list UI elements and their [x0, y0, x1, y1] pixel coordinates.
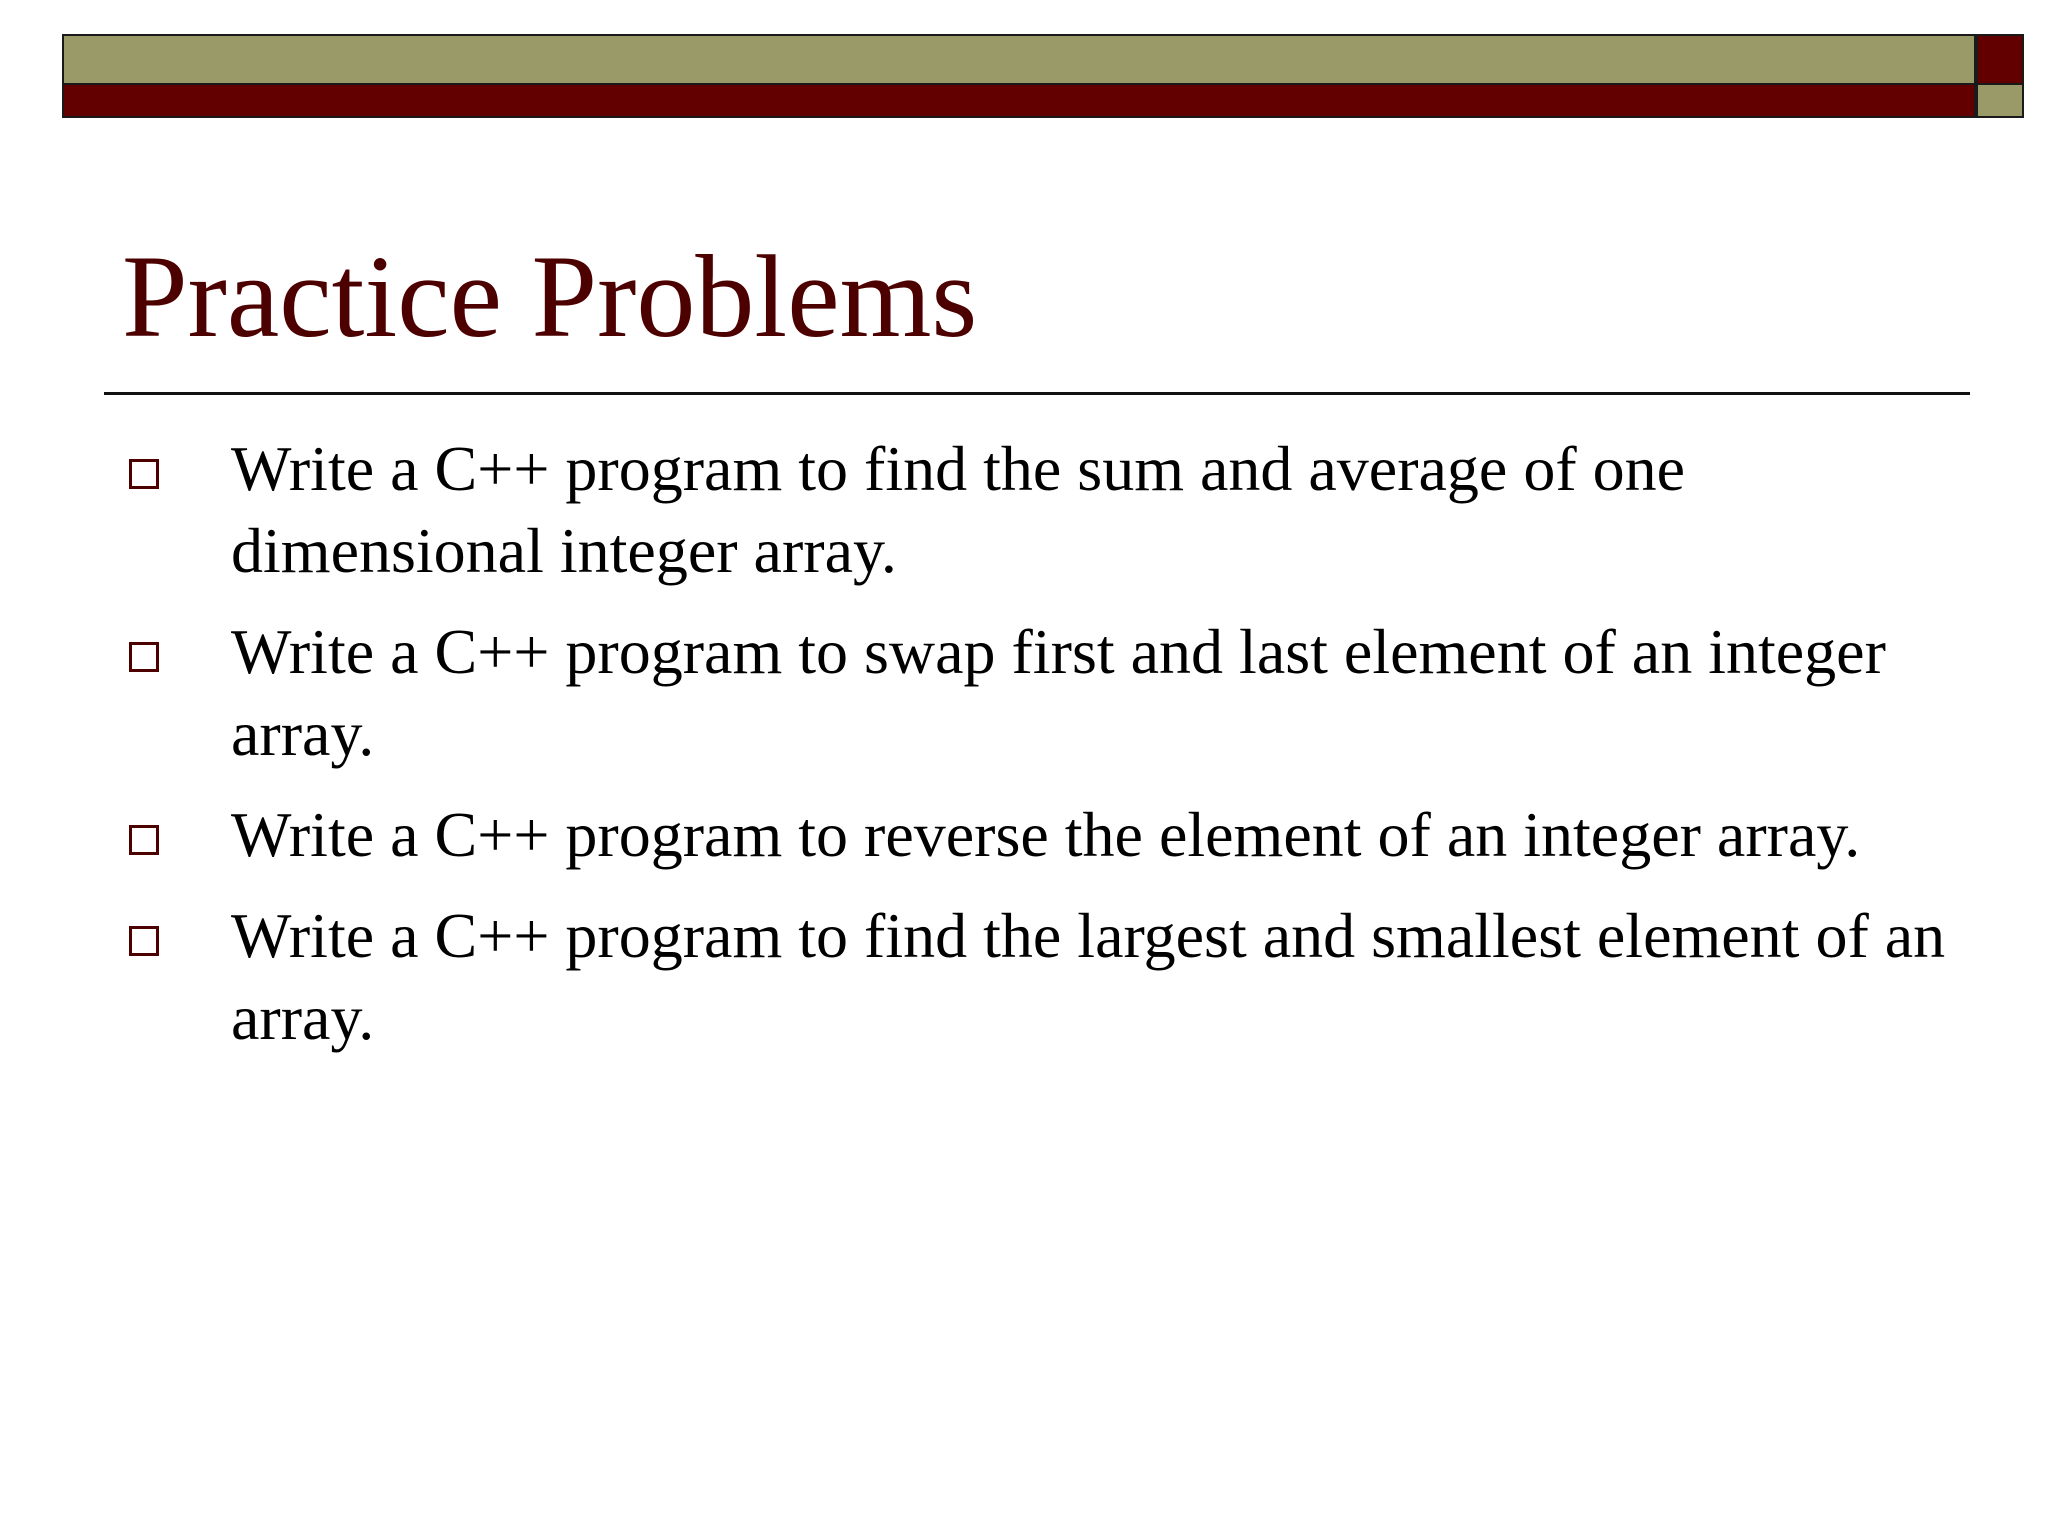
bullet-item — [0, 794, 2048, 876]
header-maroon-bar — [62, 85, 1976, 118]
title-divider — [104, 392, 1970, 395]
bullet-item — [0, 895, 2048, 1059]
hollow-square-bullet-icon — [129, 642, 159, 672]
slide-title: Practice Problems — [122, 231, 978, 362]
bullet-item — [0, 428, 2048, 592]
bullet-text: Write a C++ program to swap first and last element of an integer array. — [231, 616, 1886, 769]
hollow-square-bullet-icon — [129, 459, 159, 489]
hollow-square-bullet-icon — [129, 825, 159, 855]
header-maroon-square — [1976, 34, 2024, 85]
bullet-list — [0, 428, 2048, 1078]
bullet-text: Write a C++ program to find the largest and smallest element of an array. — [231, 900, 1946, 1053]
header-olive-square — [1976, 85, 2024, 118]
bullet-text: Write a C++ program to find the sum and average of one dimensional integer array. — [231, 433, 1686, 586]
hollow-square-bullet-icon — [129, 926, 159, 956]
header-olive-bar — [62, 34, 1976, 85]
bullet-item — [0, 611, 2048, 775]
bullet-text: Write a C++ program to reverse the element of an integer array. — [231, 799, 1861, 870]
